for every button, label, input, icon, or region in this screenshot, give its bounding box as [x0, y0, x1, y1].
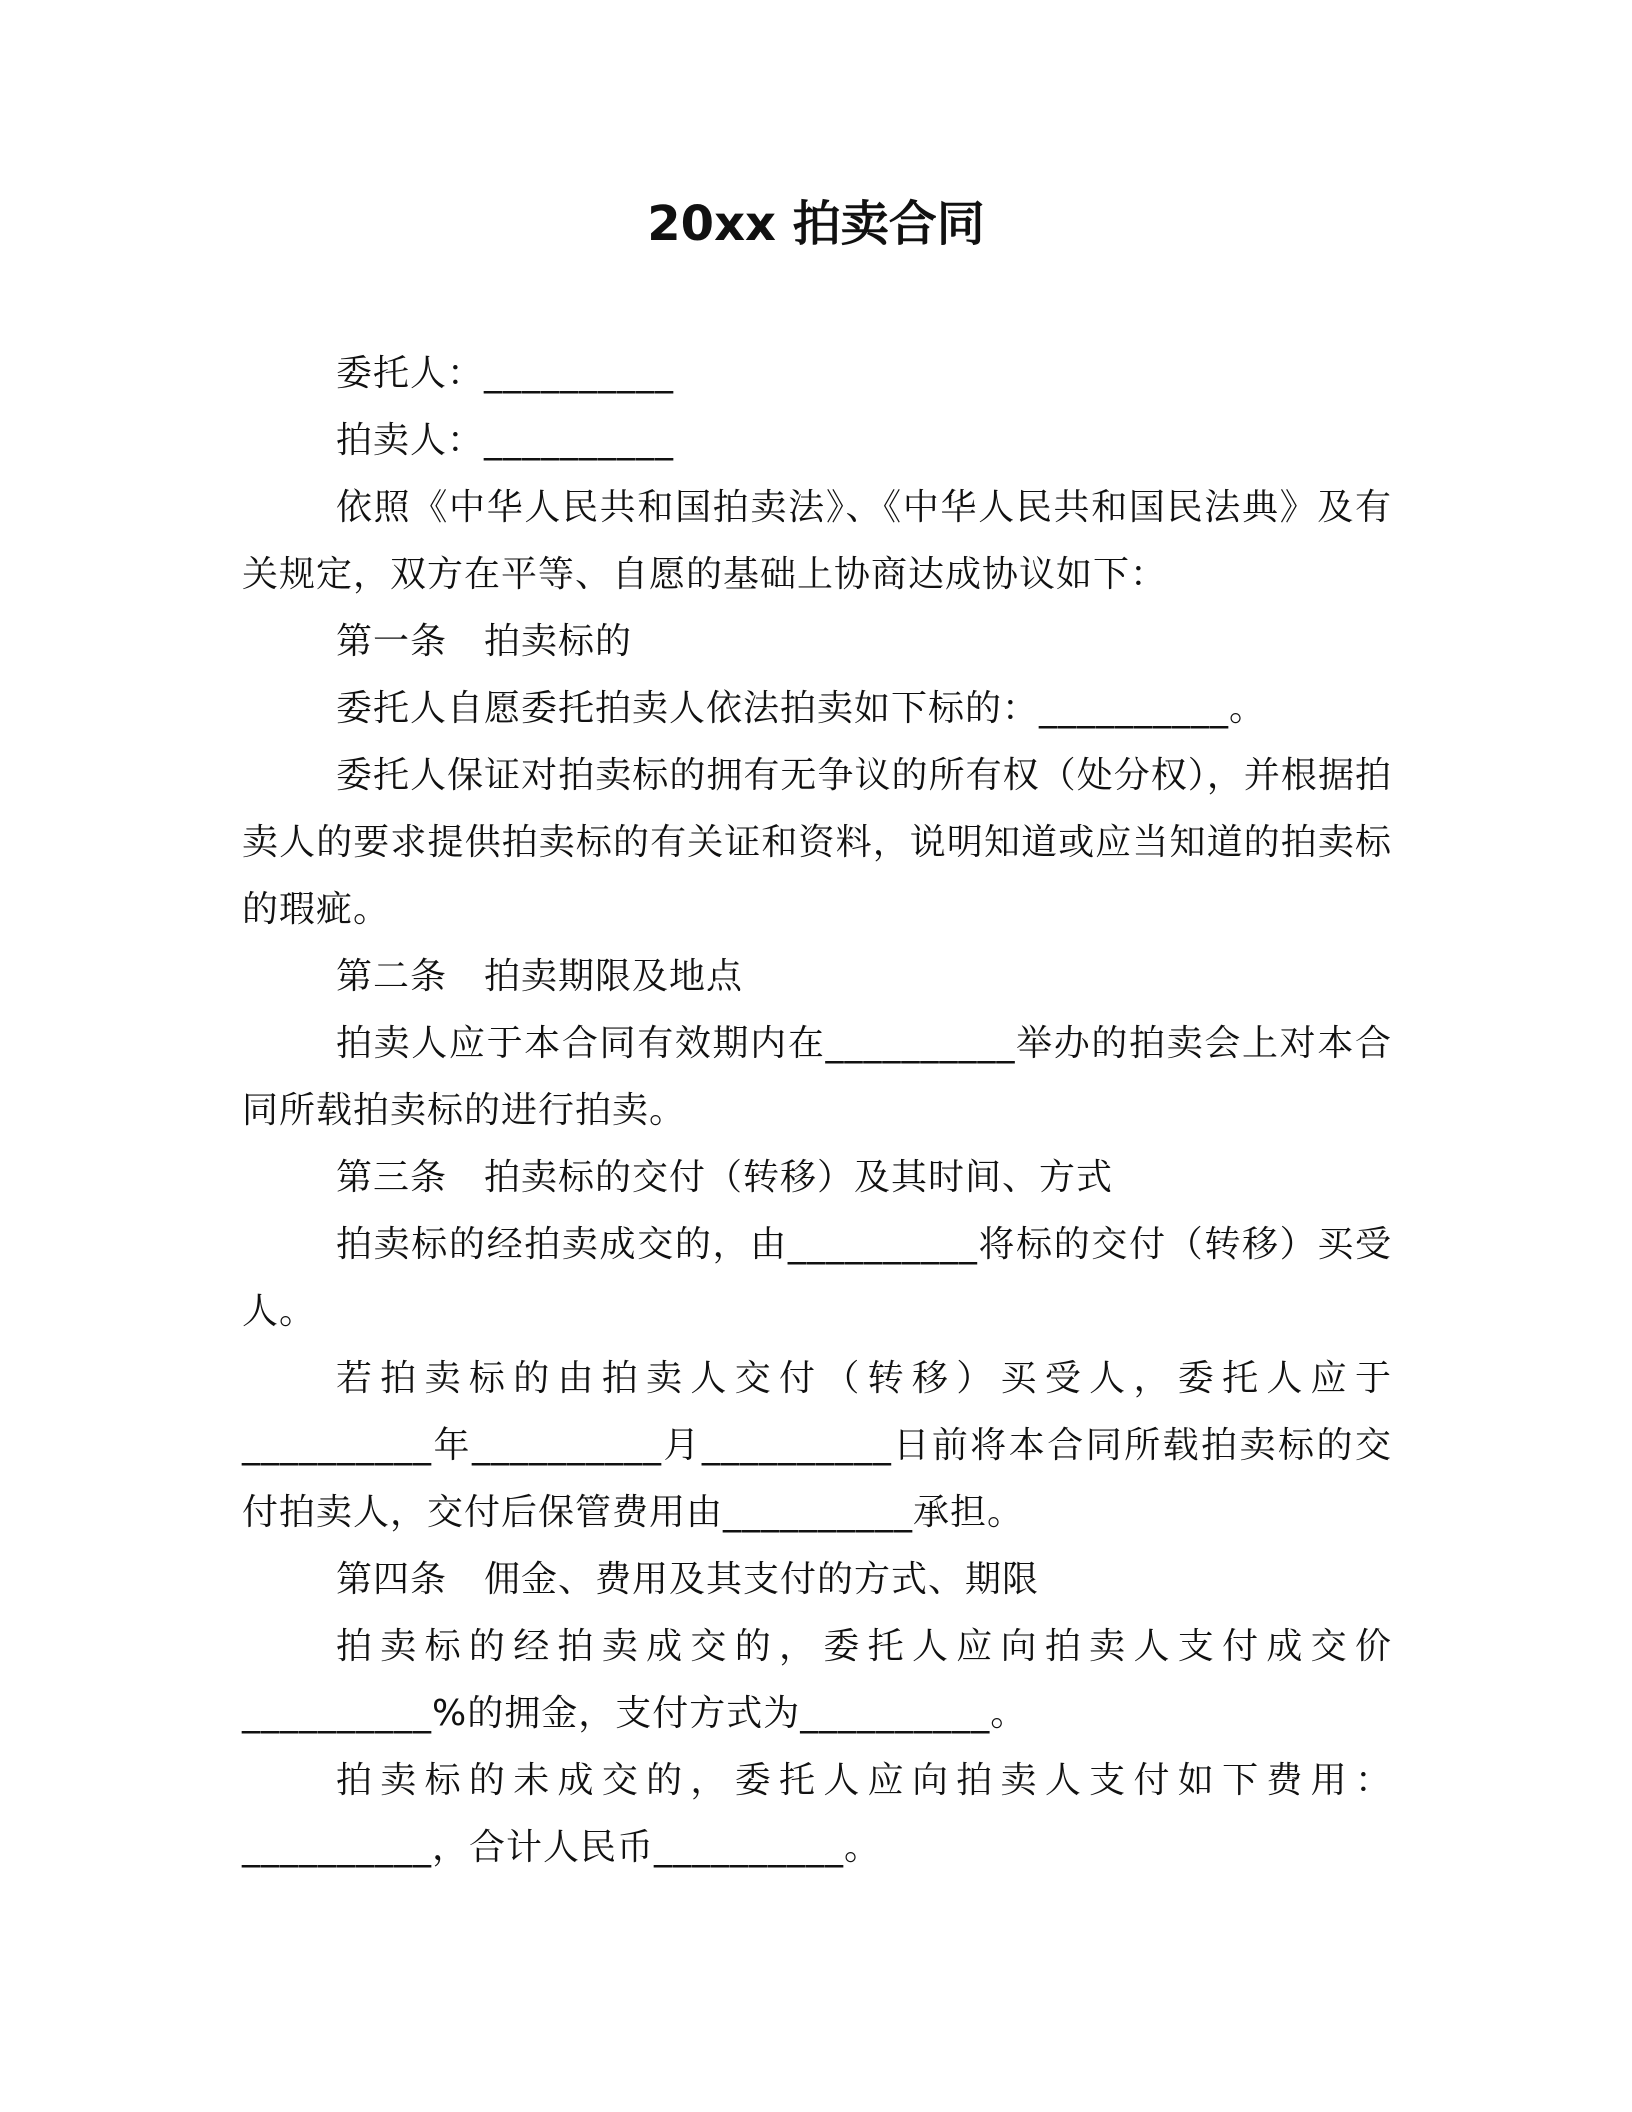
article-1-heading: 第一条 拍卖标的: [336, 621, 633, 662]
article-3-heading: 第三条 拍卖标的交付（转移）及其时间、方式: [336, 1157, 1114, 1198]
article-4-heading: 第四条 佣金、费用及其支付的方式、期限: [336, 1559, 1040, 1600]
document-body: [242, 340, 1392, 1881]
document-title: 20xx 拍卖合同: [647, 196, 985, 252]
article-3-clause-2: 若拍卖标的由拍卖人交付（转移）买受人，委托人应于__________年__________月__________日前将本合同所载拍卖标的交付拍卖人，交付后保管费用由__________承担。: [242, 1358, 1392, 1533]
article-1-clause-2: 委托人保证对拍卖标的拥有无争议的所有权（处分权），并根据拍卖人的要求提供拍卖标的有关证和资料，说明知道或应当知道的拍卖标的瑕疵。: [242, 755, 1392, 930]
paragraph-consignor: 委托人：__________: [336, 353, 675, 394]
article-3-clause-1: 拍卖标的经拍卖成交的，由__________将标的交付（转移）买受人。: [242, 1224, 1392, 1332]
article-4-clause-2: 拍卖标的未成交的，委托人应向拍卖人支付如下费用：__________，合计人民币__________。: [242, 1760, 1392, 1868]
paragraph-preamble: 依照《中华人民共和国拍卖法》、《中华人民共和国民法典》及有关规定，双方在平等、自愿的基础上协商达成协议如下：: [242, 487, 1392, 595]
article-2-heading: 第二条 拍卖期限及地点: [336, 956, 744, 997]
article-1-clause-1: 委托人自愿委托拍卖人依法拍卖如下标的：__________。: [336, 688, 1267, 729]
article-2-clause-1: 拍卖人应于本合同有效期内在__________举办的拍卖会上对本合同所载拍卖标的进行拍卖。: [242, 1023, 1392, 1131]
paragraph-auctioneer: 拍卖人：__________: [336, 420, 675, 461]
article-4-clause-1: 拍卖标的经拍卖成交的，委托人应向拍卖人支付成交价__________%的拥金，支付方式为__________。: [242, 1626, 1392, 1734]
